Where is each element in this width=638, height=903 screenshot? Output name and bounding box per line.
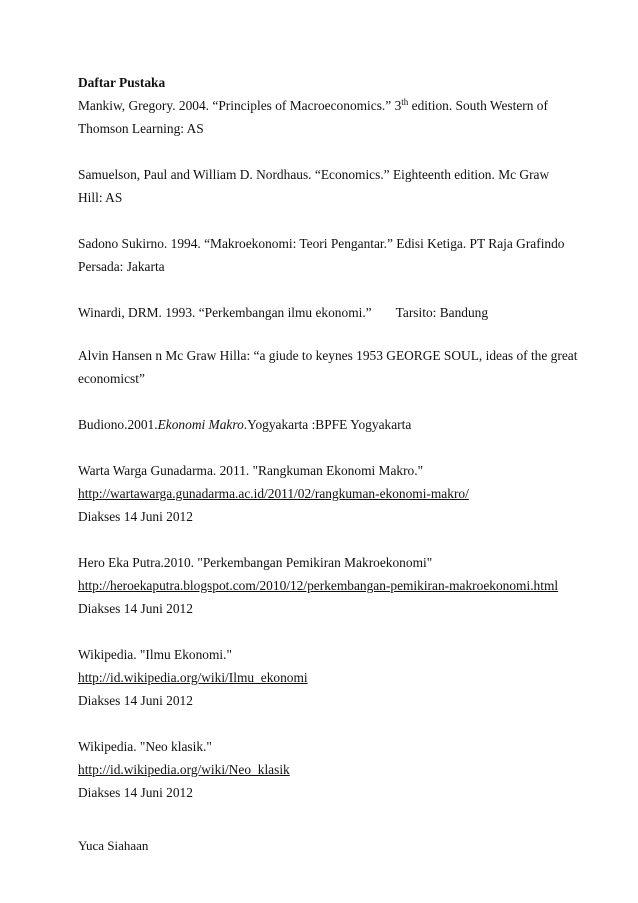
reference-text: Budiono.2001. — [78, 417, 158, 432]
reference-line — [78, 94, 578, 117]
reference-budiono — [78, 413, 578, 436]
reference-warta — [78, 459, 578, 528]
reference-wiki-ilmu-ekonomi — [78, 643, 578, 712]
reference-line: Hill: AS — [78, 190, 123, 205]
reference-link[interactable]: http://id.wikipedia.org/wiki/Neo_klasik — [78, 762, 290, 777]
reference-title-italic: Ekonomi Makro — [157, 417, 244, 432]
bibliography — [78, 72, 578, 827]
reference-line: Sadono Sukirno. 1994. “Makroekonomi: Teori Pengantar.” Edisi Ketiga. PT Raja Grafindo — [78, 236, 565, 251]
reference-text: Mankiw, Gregory. 2004. “Principles of Macroeconomics.” 3 — [78, 98, 402, 113]
reference-winardi — [78, 301, 578, 324]
page-title: Daftar Pustaka — [78, 75, 166, 90]
reference-link[interactable]: http://id.wikipedia.org/wiki/Ilmu_ekonomi — [78, 670, 308, 685]
reference-hansen — [78, 344, 578, 390]
reference-publisher: Tarsito: Bandung — [395, 305, 489, 320]
reference-accessed: Diakses 14 Juni 2012 — [78, 693, 193, 708]
superscript-ordinal: th — [401, 97, 409, 107]
reference-line: Thomson Learning: AS — [78, 121, 204, 136]
reference-hero — [78, 551, 578, 620]
reference-accessed: Diakses 14 Juni 2012 — [78, 785, 193, 800]
reference-title: Hero Eka Putra.2010. "Perkembangan Pemikiran Makroekonomi" — [78, 555, 433, 570]
reference-title: Wikipedia. "Neo klasik." — [78, 739, 212, 754]
reference-line: Samuelson, Paul and William D. Nordhaus. “Economics.” Eighteenth edition. Mc Graw — [78, 167, 550, 182]
reference-line — [78, 413, 578, 436]
reference-samuelson — [78, 163, 578, 209]
reference-line: Persada: Jakarta — [78, 259, 165, 274]
reference-sadono — [78, 232, 578, 278]
page-footer-author: Yuca Siahaan — [78, 838, 149, 853]
reference-mankiw — [78, 94, 578, 140]
reference-link[interactable]: http://heroekaputra.blogspot.com/2010/12/perkembangan-pemikiran-makroekonomi.html — [78, 578, 559, 593]
reference-text: Winardi, DRM. 1993. “Perkembangan ilmu ekonomi.” — [78, 305, 372, 320]
reference-text: edition. South Western of — [408, 98, 548, 113]
reference-title: Wikipedia. "Ilmu Ekonomi." — [78, 647, 232, 662]
reference-line: Alvin Hansen n Mc Graw Hilla: “a giude to keynes 1953 GEORGE SOUL, ideas of the great — [78, 348, 578, 363]
reference-accessed: Diakses 14 Juni 2012 — [78, 509, 193, 524]
reference-text: .Yogyakarta :BPFE Yogyakarta — [243, 417, 412, 432]
reference-link[interactable]: http://wartawarga.gunadarma.ac.id/2011/02/rangkuman-ekonomi-makro/ — [78, 486, 469, 501]
reference-line — [78, 301, 578, 324]
reference-accessed: Diakses 14 Juni 2012 — [78, 601, 193, 616]
reference-title: Warta Warga Gunadarma. 2011. "Rangkuman Ekonomi Makro." — [78, 463, 424, 478]
reference-wiki-neo-klasik — [78, 735, 578, 804]
reference-line: economicst” — [78, 371, 145, 386]
